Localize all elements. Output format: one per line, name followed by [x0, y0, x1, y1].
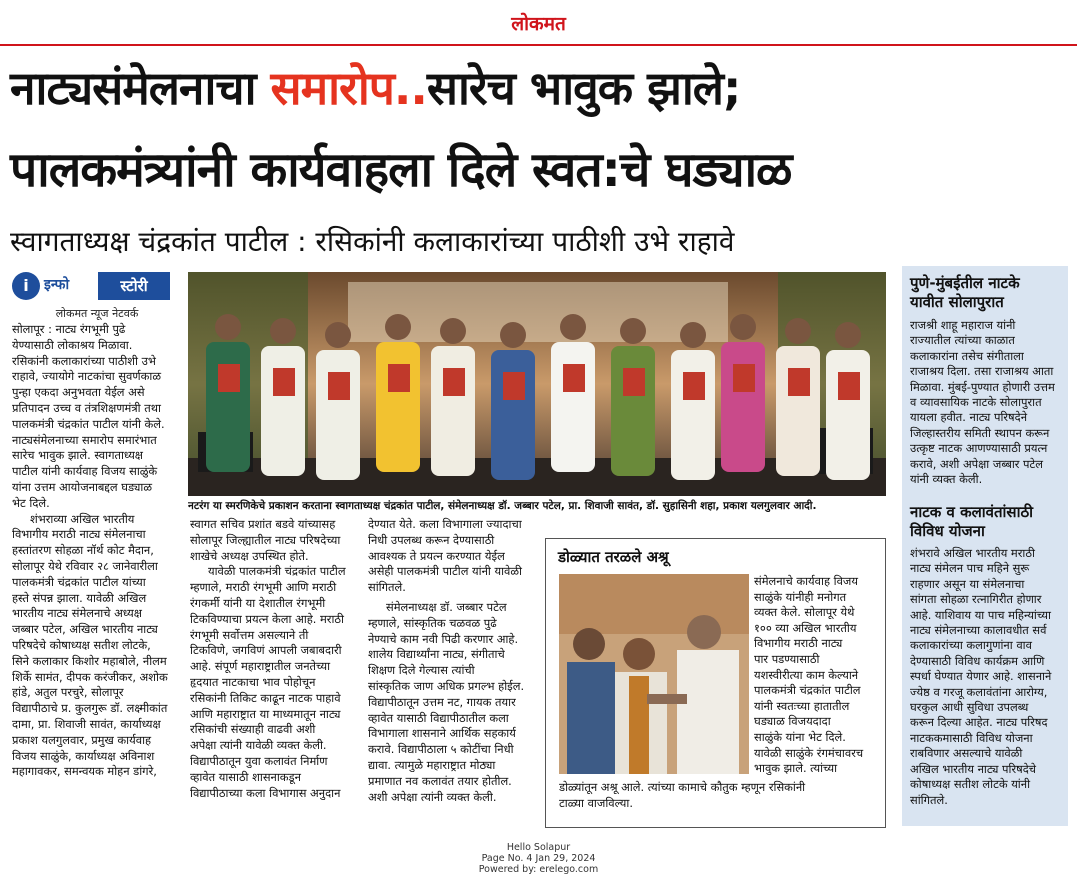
text-line: व्हावेत यासाठी शासनाकडून	[190, 769, 301, 784]
sidebar-heading-2	[910, 503, 1066, 541]
souvenir-book	[218, 364, 240, 392]
person-body	[611, 346, 655, 476]
column-2-text	[190, 517, 360, 801]
text-line: करून दिल्या आहेत. नाट्य परिषद	[910, 715, 1048, 730]
text-line: सांस्कृतिक जाण अधिक प्रगल्भ होईल.	[368, 678, 525, 693]
text-line: रसिकांनी तिकिट काढून नाटक पाहावे	[190, 690, 341, 705]
person-body	[671, 350, 715, 480]
text-line: राज्यातील त्यांच्या काळात	[910, 333, 1015, 348]
text-line: सिने कलाकार किशोर महाबोले, नीलम	[12, 653, 167, 668]
person-body	[551, 342, 595, 472]
text-line: मिळावा. मुंबई-पुण्यात होणारी उत्तम	[910, 379, 1055, 394]
text-line: शिर्के सामंत, दीपक करंजीकर, अशोक	[12, 669, 168, 684]
person-head	[440, 318, 466, 344]
text-line: उत्कृष्ट नाटक आणण्यासाठी प्रयत्न	[910, 441, 1048, 456]
text-line: हस्तांतरण सोहळा नॉर्थ कोट मैदान,	[12, 543, 154, 558]
text-line: स्वागत सचिव प्रशांत बडवे यांच्यासह	[190, 517, 336, 531]
badge-word-1: इन्फो	[44, 277, 70, 293]
text-line: जब्बार पटेल, अखिल भारतीय नाट्य	[12, 622, 158, 637]
person-head	[560, 314, 586, 340]
main-photo	[188, 272, 886, 496]
watch-gift-photo	[559, 574, 749, 774]
text-line: यांनी व्यक्त केली.	[910, 472, 983, 487]
column-3-text	[368, 517, 540, 805]
sidebar-heading-1	[910, 274, 1066, 312]
text-line: सांगता सोहळा रत्नागिरीत होणार	[910, 592, 1042, 607]
text-line: विद्यापीठाचे प्र. कुलगुरू डॉ. लक्ष्मीकांत	[12, 701, 168, 716]
souvenir-book	[503, 372, 525, 400]
masthead	[0, 0, 1077, 44]
text-line: संमेलनाध्यक्ष डॉ. जब्बार पटेल	[386, 599, 507, 614]
person-head	[385, 314, 411, 340]
person-head	[835, 322, 861, 348]
footer-page-date: Page No. 4 Jan 29, 2024	[481, 853, 596, 864]
text-line: व्यक्त केले. सोलापूर येथे	[754, 605, 855, 620]
text-line: अखिल भारतीय नाट्य परिषदेचे	[910, 761, 1036, 776]
text-line: रसिकांनी कलाकारांच्या पाठीशी उभे	[12, 353, 156, 368]
souvenir-book	[733, 364, 755, 392]
byline: लोकमत न्यूज नेटवर्क	[55, 307, 139, 320]
headline-line-1	[10, 58, 1070, 118]
text-line: विभागीय मराठी नाट्य	[754, 636, 843, 651]
page-footer	[0, 842, 1077, 875]
sidebar-heading-2-line-2: विविध योजना	[910, 522, 985, 540]
person-body	[316, 350, 360, 480]
person-head	[620, 318, 646, 344]
text-line: डोळ्यांतून अश्रू आले. त्यांच्या कामाचे कौतुक म्हणून रसिकांनी	[559, 780, 806, 794]
person-body	[431, 346, 475, 476]
text-line: यशस्वीरीत्या काम केल्याने	[754, 667, 859, 682]
headline-highlight: समारोप..	[270, 61, 427, 115]
text-line: राजश्री शाहू महाराज यांनी	[910, 318, 1016, 332]
text-line: म्हणाले, सांस्कृतिक चळवळ पुढे	[368, 615, 497, 630]
text-line: अशी अपेक्षा त्यांनी व्यक्त केली.	[368, 789, 497, 804]
text-line: रंगकर्मी यांनी या देशातील रंगभूमी	[190, 595, 326, 610]
text-line: हस्ते संपन्न झाला. यावेळी अखिल	[12, 590, 147, 605]
text-line: येण्यासाठी लोकाश्रय मिळावा.	[12, 337, 133, 352]
text-line: शालेय विद्यार्थ्यांना नाट्य, संगीताचे	[368, 647, 505, 662]
souvenir-book	[388, 364, 410, 392]
footer-powered-by: Powered by: erelego.com	[478, 864, 599, 875]
article-column-2	[190, 517, 360, 832]
sidebar-paragraph-2	[910, 546, 1066, 826]
text-line: द्यावा. त्यामुळे महाराष्ट्रात मोठ्या	[368, 757, 496, 772]
text-line: पाटील यांनी कार्यवाह विजय साळुंके	[12, 464, 158, 479]
tears-story-heading: डोळ्यात तरळले अश्रू	[558, 548, 669, 566]
person-head	[730, 314, 756, 340]
text-line: भेट दिले.	[12, 495, 50, 510]
text-line: भारतीय नाट्य संमेलनाचे अध्यक्ष	[12, 606, 142, 621]
sidebar-heading-1-line-1: पुणे-मुंबईतील नाटके	[910, 274, 1020, 292]
text-line: निधी उपलब्ध करून देण्यासाठी	[368, 532, 495, 547]
souvenir-book	[788, 368, 810, 396]
gift-photo-illustration	[559, 574, 749, 774]
sidebar-heading-2-line-1: नाटक व कलावंतांसाठी	[910, 503, 1034, 521]
tears-story-tail-lines	[559, 780, 881, 811]
text-line: असेही पालकमंत्री पाटील यांनी यावेळी	[368, 564, 522, 579]
text-line: संमेलनाचे कार्यवाह विजय	[754, 574, 858, 588]
text-line: राबविणार असल्याचे यावेळी	[910, 746, 1023, 761]
text-line: घरकुल आधी सुविधा उपलब्ध	[910, 700, 1029, 715]
text-line: करावे. विद्यापीठाला ५ कोटींचा निधी	[368, 742, 514, 757]
souvenir-book	[623, 368, 645, 396]
text-line: यावेळी पालकमंत्री चंद्रकांत पाटील	[208, 564, 346, 579]
article-column-1	[12, 322, 184, 832]
text-line: कलाकारांच्या कलागुणांना वाव	[910, 638, 1032, 653]
person-body	[376, 342, 420, 472]
text-line: दामा, प्रा. शिवाजी सावंत, कार्याध्यक्ष	[12, 716, 161, 731]
souvenir-book	[273, 368, 295, 396]
person-body	[826, 350, 870, 480]
text-line: टाळ्या वाजविल्या.	[559, 795, 633, 810]
text-line: भावुक झाले. त्यांच्या	[754, 761, 838, 776]
text-line: आहे. संपूर्ण महाराष्ट्रातील जनतेच्या	[190, 659, 331, 674]
text-line: पालकमंत्री चंद्रकांत पाटील यांनी केले.	[12, 416, 165, 431]
text-line: १०० व्या अखिल भारतीय	[754, 620, 857, 635]
text-line: कोषाध्यक्ष सतीश लोटके यांनी	[910, 777, 1031, 792]
souvenir-book	[683, 372, 705, 400]
person-head	[215, 314, 241, 340]
text-line: कलाकारांना तसेच संगीताला	[910, 348, 1024, 363]
text-line: सांगितले.	[910, 792, 948, 807]
person-body	[776, 346, 820, 476]
souvenir-book	[563, 364, 585, 392]
headline-part-2: सारेच भावुक झाले;	[426, 61, 741, 115]
text-line: विभागाला शासनाने आर्थिक सहकार्य	[368, 726, 516, 741]
text-line: पुन्हा एकदा अनुभवता येईल असे	[12, 385, 145, 400]
text-line: यायला हवीत. नाट्य परिषदेने	[910, 410, 1028, 425]
masthead-divider	[0, 44, 1077, 46]
text-line: नाट्य संमेलन पाच महिने सुरू	[910, 561, 1030, 576]
sidebar-heading-1-line-2: यावीत सोलापुरात	[910, 293, 1004, 311]
tears-story-lines	[754, 574, 880, 777]
badge-word-2: स्टोरी	[98, 272, 170, 300]
text-line: पालकमंत्री चंद्रकांत पाटील यांच्या	[12, 574, 146, 589]
text-line: शाखेचे अध्यक्ष उपस्थित होते.	[190, 548, 309, 563]
text-line: प्रतिपादन उच्च व तंत्रशिक्षणमंत्री तथा	[12, 400, 161, 415]
text-line: आणि महाराष्ट्रात या माध्यमातून नाट्य	[190, 706, 341, 721]
info-story-badge	[12, 272, 172, 300]
article-column-3	[368, 517, 540, 832]
text-line: शिक्षण दिले गेल्यास त्यांची	[368, 663, 475, 678]
text-line: नाटककमासाठी विविध योजना	[910, 730, 1033, 745]
text-line: विभागीय मराठी नाट्य संमेलनाचा	[12, 527, 146, 542]
text-line: राहावे, ज्यायोगे नाटकांचा सुवर्णकाळ	[12, 369, 161, 384]
subheadline: स्वागताध्यक्ष चंद्रकांत पाटील : रसिकांनी कलाकारांच्या पाठीशी उभे राहावे	[10, 225, 735, 258]
text-line: ज्येष्ठ व गरजू कलावंतांना आरोग्य,	[910, 684, 1048, 699]
headline-part-1: नाट्यसंमेलनाचा	[10, 61, 271, 115]
text-line: आवश्यक ते प्रयत्न करण्यात येईल	[368, 548, 505, 563]
text-line: रंगभूमी सर्वोत्तम असल्याने ती	[190, 627, 309, 642]
text-line: आहे. याशिवाय या पाच महिन्यांच्या	[910, 607, 1051, 622]
person-head	[270, 318, 296, 344]
footer-edition: Hello Solapur	[506, 842, 571, 853]
text-line: शंभरावे अखिल भारतीय मराठी	[910, 546, 1035, 560]
text-line: महागावकर, समन्वयक मोहन डांगरे,	[12, 764, 157, 779]
person-body	[721, 342, 765, 472]
tears-story-text	[754, 574, 880, 779]
text-line: म्हणाले, मराठी रंगभूमी आणि मराठी	[190, 580, 337, 595]
text-line: राजाश्रय दिला. तसा राजाश्रय आता	[910, 364, 1054, 379]
text-line: साळुंके यांना भेट दिले.	[754, 729, 846, 744]
text-line: प्रकाश यलगुलवार, प्रमुख कार्यवाह	[12, 732, 152, 747]
text-line: घड्याळ विजयदादा	[754, 714, 831, 729]
text-line: व व्यावसायिक नाटके सोलापुरात	[910, 395, 1042, 410]
text-line: राहणार असून या संमेलनाचा	[910, 576, 1025, 591]
text-line: पार पडण्यासाठी	[754, 651, 820, 666]
text-line: देण्यासाठी विविध कार्यक्रम आणि	[910, 653, 1045, 668]
souvenir-book	[838, 372, 860, 400]
text-line: यांना उत्तम आयोजनाबद्दल घड्याळ	[12, 479, 152, 494]
text-line: अपेक्षा त्यांनी यावेळी व्यक्त केली.	[190, 738, 327, 753]
person-head	[500, 322, 526, 348]
tears-story-tail	[559, 780, 881, 814]
text-line: रसिकांची संख्याही वाढवी अशी	[190, 722, 316, 737]
text-line: सारेच भावुक झाले. स्वागताध्यक्ष	[12, 448, 143, 463]
text-line: हृदयात नाटकाचा भाव पोहोचून	[190, 674, 316, 689]
text-line: सोलापूर : नाट्य रंगभूमी पुढे	[12, 322, 126, 336]
text-line: करावे, अशी अपेक्षा जब्बार पटेल	[910, 456, 1043, 471]
text-line: शंभराव्या अखिल भारतीय	[30, 511, 135, 526]
stage-photo-illustration	[188, 272, 886, 496]
text-line: सोलापूर येथे रविवार २८ जानेवारीला	[12, 558, 158, 573]
newspaper-logo: लोकमत	[511, 13, 566, 35]
souvenir-book	[443, 368, 465, 396]
sidebar-paragraph-1	[910, 318, 1066, 498]
text-line: परिषदेचे कोषाध्यक्ष सतीश लोटके,	[12, 637, 151, 652]
person-head	[785, 318, 811, 344]
text-line: व्हावेत यासाठी विद्यापीठातील कला	[368, 710, 509, 725]
text-line: नाट्य संमेलनाच्या कालावधीत सर्व	[910, 623, 1047, 638]
text-line: यावेळी साळुंके रंगमंचावरच	[754, 745, 864, 760]
text-line: विद्यापीठाच्या कला विभागास अनुदान	[190, 785, 341, 800]
text-line: देण्यात येते. कला विभागाला ज्यादाचा	[368, 517, 522, 531]
text-line: पालकमंत्री चंद्रकांत पाटील	[754, 683, 861, 698]
text-line: विद्यापीठातून युवा कलावंत निर्माण	[190, 753, 328, 768]
sidebar-paragraph-1-lines	[910, 318, 1066, 487]
text-line: सोलापूर जिल्ह्यातील नाट्य परिषदेच्या	[190, 532, 341, 547]
person-head	[680, 322, 706, 348]
text-line: नेण्याचे काम नवी पिढी करणार आहे.	[368, 631, 519, 646]
text-line: टिकविण्याचा प्रयत्न केला आहे. मराठी	[190, 611, 344, 626]
text-line: हांडे, अतुल परचुरे, सोलापूर	[12, 685, 124, 700]
info-icon: i	[12, 272, 40, 300]
main-photo-caption: नटरंग या स्मरणिकेचे प्रकाशन करताना स्वागताध्यक्ष चंद्रकांत पाटील, संमेलनाध्यक्ष डॉ. जब्बार पटेल, प्रा. शिवाजी सावंत, डॉ. सुहासिनी शहा, प्रकाश यलगुलवार आदी.	[188, 500, 817, 512]
person-head	[325, 322, 351, 348]
headline-line-2: पालकमंत्र्यांनी कार्यवाहला दिले स्वत:चे घड्याळ	[10, 142, 792, 198]
column-1-text	[12, 322, 184, 780]
text-line: प्रमाणात नव कलावंत तयार होतील.	[368, 773, 512, 788]
person-body	[261, 346, 305, 476]
text-line: जिल्हास्तरीय समिती स्थापन करून	[910, 425, 1050, 440]
text-line: सांगितले.	[368, 580, 406, 595]
sidebar-paragraph-2-lines	[910, 546, 1066, 808]
text-line: नाट्यसंमेलनाच्या समारोप समारंभात	[12, 432, 157, 447]
text-line: विजय साळुंके, कार्याध्यक्ष अविनाश	[12, 748, 155, 763]
souvenir-book	[328, 372, 350, 400]
person-body	[206, 342, 250, 472]
text-line: विद्यापीठातून उत्तम नट, गायक तयार	[368, 694, 516, 709]
text-line: साळुंके यांनीही मनोगत	[754, 589, 847, 604]
person-body	[491, 350, 535, 480]
text-line: यांनी स्वतःच्या हातातील	[754, 698, 850, 713]
text-line: स्पर्धा घेण्यात येणार आहे. शासनाने	[910, 669, 1052, 684]
text-line: टिकविणे, जगविणं आपली जबाबदारी	[190, 643, 342, 658]
